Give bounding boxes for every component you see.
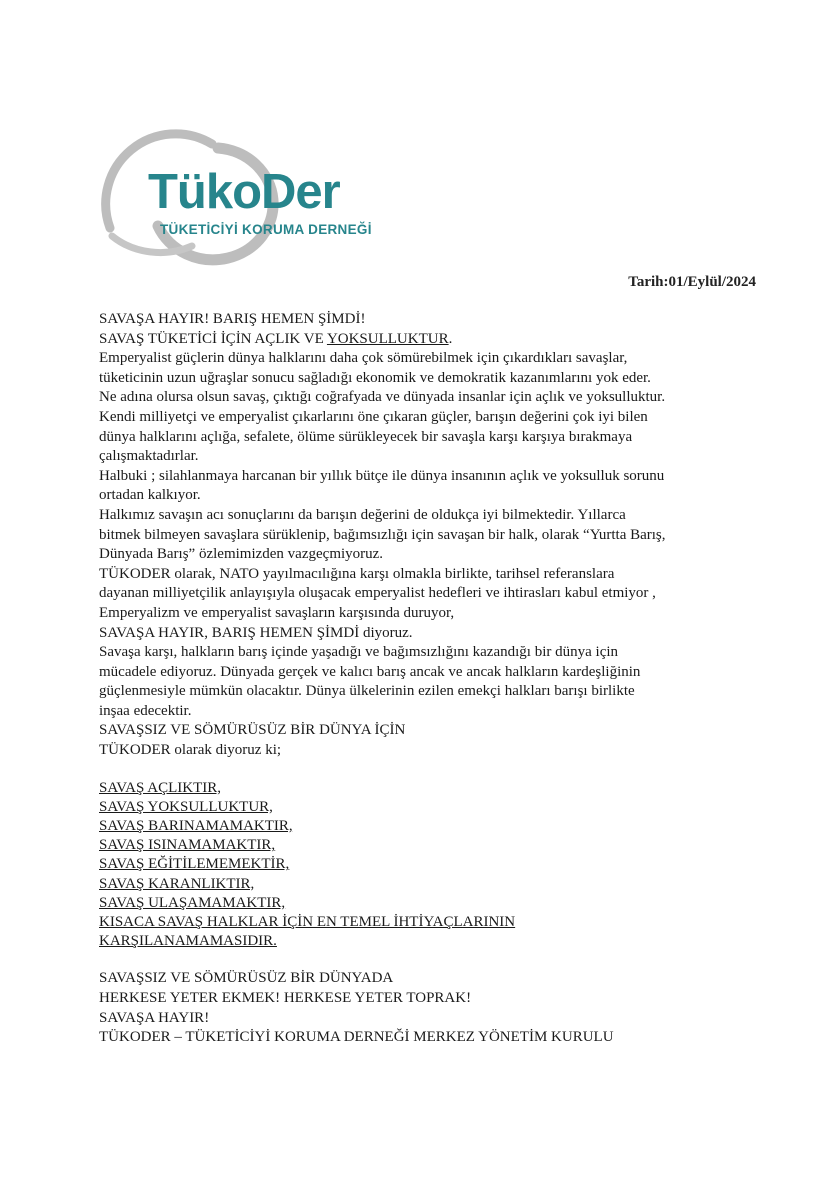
closing-line: TÜKODER – TÜKETİCİYİ KORUMA DERNEĞİ MERKEZ YÖNETİM KURULU [99, 1029, 614, 1046]
war-list-item: SAVAŞ YOKSULLUKTUR, [99, 798, 273, 815]
statement-line: Ne adına olursa olsun savaş, çıktığı coğrafyada ve dünyada insanlar için açlık ve yoksulluktur. [99, 389, 666, 406]
statement-line: Emperyalizm ve emperyalist savaşların karşısında duruyor, [99, 604, 455, 621]
statement-line: TÜKODER olarak diyoruz ki; [99, 742, 282, 759]
war-list-item: SAVAŞ AÇLIKTIR, [99, 779, 221, 796]
statement-line: bitmek bilmeyen savaşlara sürüklenip, bağımsızlığı için savaşan bir halk, olarak “Yurtta Barış, [99, 526, 666, 543]
statement-line: Halbuki ; silahlanmaya harcanan bir yıllık bütçe ile dünya insanının açlık ve yoksulluk sorunu [99, 467, 665, 484]
statement-line: güçlenmesiyle mümkün olacaktır. Dünya ülkelerinin ezilen emekçi halkları barışı birlikte [99, 683, 635, 700]
statement-line: Dünyada Barış” özlemimizden vazgeçmiyoruz. [99, 546, 384, 563]
statement-line: çalışmaktadırlar. [99, 448, 199, 465]
statement-line: dayanan milliyetçilik anlayışıyla oluşacak emperyalist hedefleri ve ihtirasları kabul etmiyor , [99, 585, 656, 602]
war-list-item: SAVAŞ KARANLIKTIR, [99, 875, 255, 892]
statement-line: mücadele ediyoruz. Dünyada gerçek ve kalıcı barış ancak ve ancak halkların kardeşliğinin [99, 663, 641, 680]
war-list-item: SAVAŞ EĞİTİLEMEMEKTİR, [99, 856, 290, 873]
statement-line: SAVAŞSIZ VE SÖMÜRÜSÜZ BİR DÜNYA İÇİN [99, 722, 406, 739]
sub-heading-underlined: YOKSULLUKTUR [326, 330, 449, 347]
war-list-item: SAVAŞ BARINAMAMAKTIR, [99, 818, 293, 835]
war-list-item: KARŞILANAMAMASIDIR. [99, 933, 277, 950]
closing-line: HERKESE YETER EKMEK! HERKESE YETER TOPRAK! [99, 990, 472, 1007]
sub-heading-text: SAVAŞ TÜKETİCİ İÇİN AÇLIK VE [99, 330, 327, 347]
war-list-item: SAVAŞ ULAŞAMAMAKTIR, [99, 894, 286, 911]
closing-line: SAVAŞA HAYIR! [99, 1009, 210, 1026]
statement-line: Emperyalist güçlerin dünya halklarını daha çok sömürebilmek için çıkardıkları savaşlar, [99, 350, 628, 367]
logo-subtitle: TÜKETİCİYİ KORUMA DERNEĞİ [160, 222, 372, 237]
closing-statement [99, 969, 759, 1047]
statement-paragraphs [99, 349, 759, 760]
document-date: Tarih:01/Eylül/2024 [628, 274, 756, 290]
statement-line: Kendi milliyetçi ve emperyalist çıkarlarını öne çıkaran güçler, barışın değerini çok iyi bilen [99, 408, 648, 425]
main-heading: SAVAŞA HAYIR! BARIŞ HEMEN ŞİMDİ! [99, 311, 366, 327]
closing-line: SAVAŞSIZ VE SÖMÜRÜSÜZ BİR DÜNYADA [99, 970, 394, 987]
statement-line: tüketicinin uzun uğraşlar sonucu sağladığı ekonomik ve demokratik kazanımlarını yok eder. [99, 369, 651, 386]
statement-line: inşaa edecektir. [99, 702, 192, 719]
war-list-item: KISACA SAVAŞ HALKLAR İÇİN EN TEMEL İHTİYAÇLARININ [99, 914, 516, 931]
statement-line: Savaşa karşı, halkların barış içinde yaşadığı ve bağımsızlığını kazandığı bir dünya için [99, 644, 619, 661]
war-definitions-list [99, 779, 759, 952]
statement-line: dünya halklarını açlığa, sefalete, ölüme sürükleyecek bir savaşla karşı karşıya bırakmaya [99, 428, 633, 445]
document-body [99, 310, 759, 1048]
logo-name: TükoDer [148, 165, 340, 219]
sub-heading: SAVAŞ TÜKETİCİ İÇİN AÇLIK VE YOKSULLUKTUR. [99, 330, 453, 347]
statement-line: ortadan kalkıyor. [99, 487, 201, 504]
organization-logo [100, 128, 400, 278]
statement-line: TÜKODER olarak, NATO yayılmacılığına karşı olmakla birlikte, tarihsel referanslara [99, 565, 615, 582]
statement-line: Halkımız savaşın acı sonuçlarını da barışın değerini de oldukça iyi bilmektedir. Yıllarca [99, 506, 626, 523]
war-list-item: SAVAŞ ISINAMAMAKTIR, [99, 837, 276, 854]
statement-line: SAVAŞA HAYIR, BARIŞ HEMEN ŞİMDİ diyoruz. [99, 624, 413, 641]
